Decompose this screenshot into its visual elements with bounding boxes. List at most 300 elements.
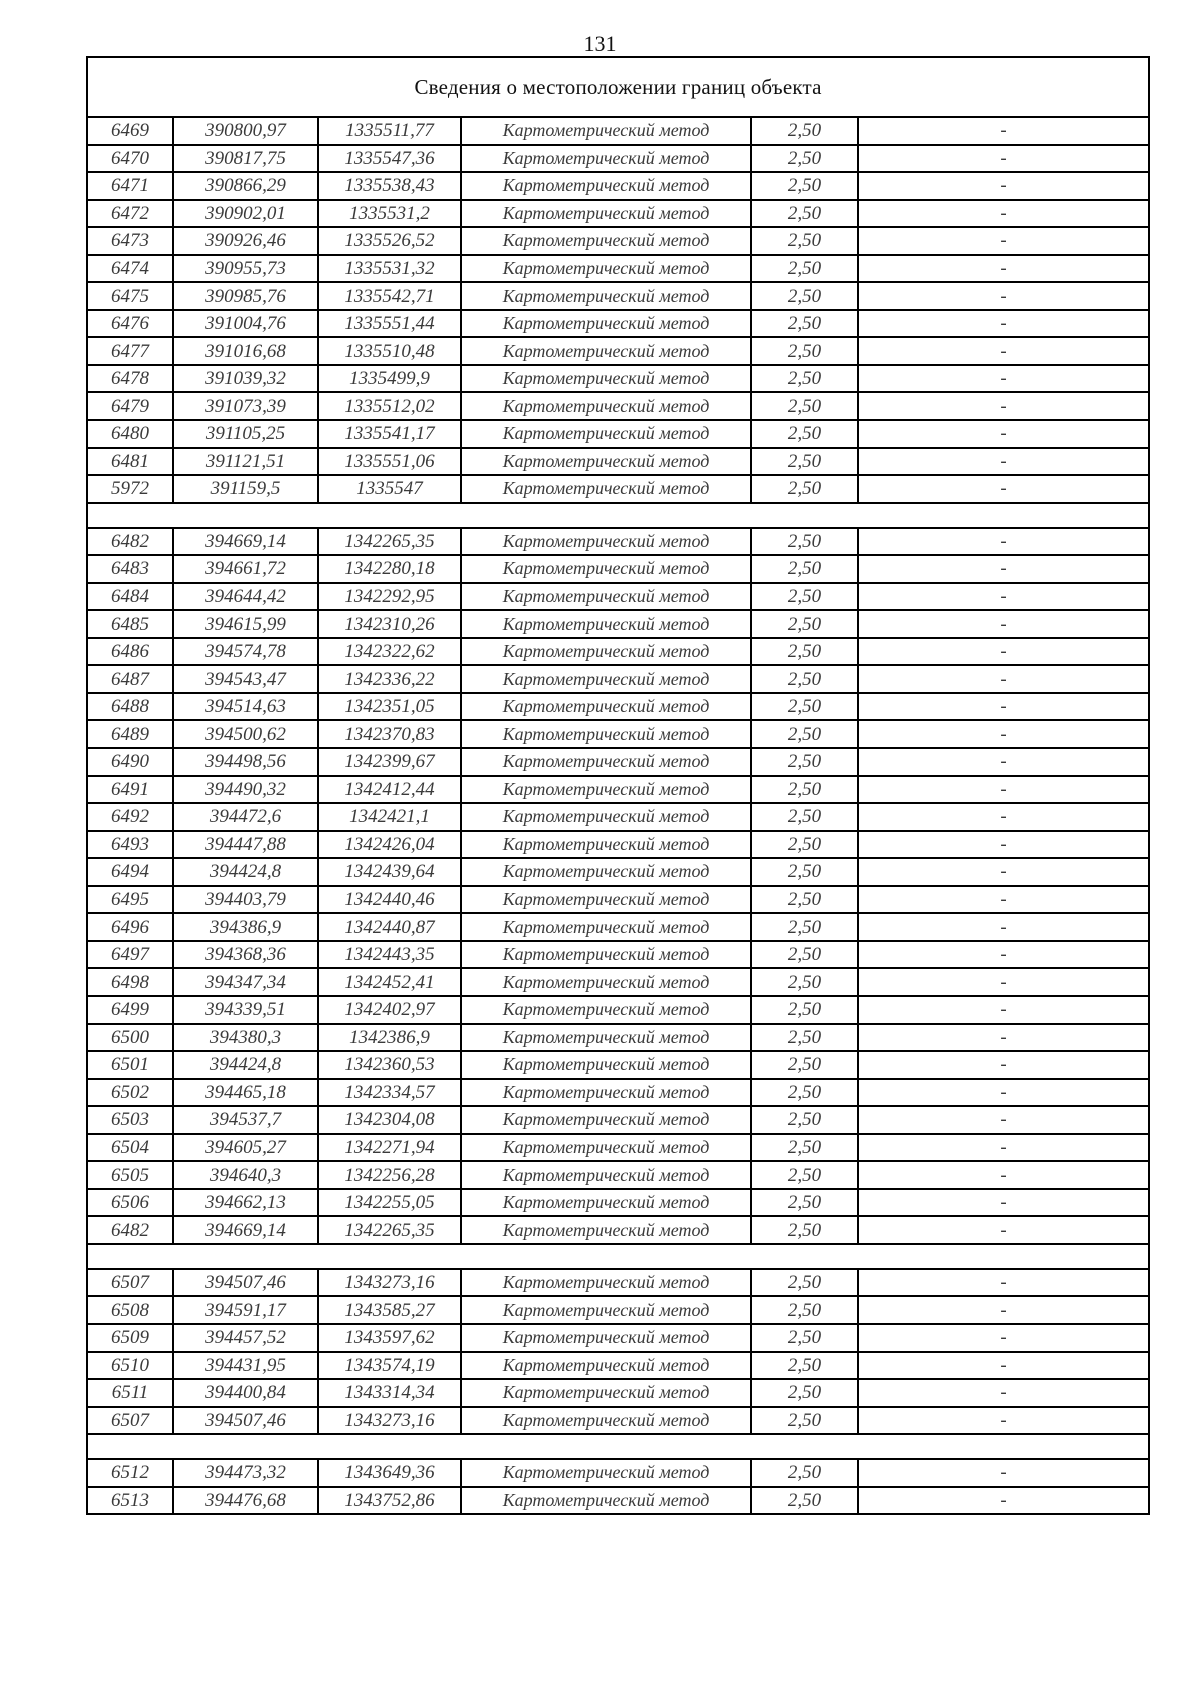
- description-cell: -: [858, 665, 1149, 693]
- method-cell: Картометрический метод: [461, 1324, 751, 1352]
- description-cell: -: [858, 720, 1149, 748]
- x-coordinate-cell: 394403,79: [173, 886, 318, 914]
- description-cell: -: [858, 913, 1149, 941]
- point-number-cell: 6508: [87, 1296, 173, 1324]
- point-number-cell: 6511: [87, 1379, 173, 1407]
- description-cell: -: [858, 638, 1149, 666]
- point-number-cell: 6506: [87, 1189, 173, 1217]
- table-row: [87, 1024, 1149, 1052]
- method-cell: Картометрический метод: [461, 941, 751, 969]
- table-row: [87, 1106, 1149, 1134]
- x-coordinate-cell: 390902,01: [173, 200, 318, 228]
- x-coordinate-cell: 394507,46: [173, 1269, 318, 1297]
- precision-cell: 2,50: [751, 1216, 858, 1244]
- table-row: [87, 1134, 1149, 1162]
- x-coordinate-cell: 394368,36: [173, 941, 318, 969]
- method-cell: Картометрический метод: [461, 1134, 751, 1162]
- method-cell: Картометрический метод: [461, 1079, 751, 1107]
- description-cell: -: [858, 1024, 1149, 1052]
- y-coordinate-cell: 1335499,9: [318, 365, 461, 393]
- point-number-cell: 6500: [87, 1024, 173, 1052]
- table-row: [87, 1407, 1149, 1435]
- description-cell: -: [858, 282, 1149, 310]
- description-cell: -: [858, 776, 1149, 804]
- x-coordinate-cell: 394386,9: [173, 913, 318, 941]
- table-row: [87, 310, 1149, 338]
- precision-cell: 2,50: [751, 803, 858, 831]
- table-row: [87, 693, 1149, 721]
- point-number-cell: 5972: [87, 475, 173, 503]
- description-cell: -: [858, 1134, 1149, 1162]
- precision-cell: 2,50: [751, 555, 858, 583]
- description-cell: -: [858, 1269, 1149, 1297]
- y-coordinate-cell: 1342292,95: [318, 583, 461, 611]
- y-coordinate-cell: 1342370,83: [318, 720, 461, 748]
- description-cell: -: [858, 200, 1149, 228]
- y-coordinate-cell: 1343585,27: [318, 1296, 461, 1324]
- table-title-row: [87, 57, 1149, 117]
- description-cell: -: [858, 420, 1149, 448]
- method-cell: Картометрический метод: [461, 968, 751, 996]
- table-row: [87, 200, 1149, 228]
- method-cell: Картометрический метод: [461, 1379, 751, 1407]
- description-cell: -: [858, 1296, 1149, 1324]
- y-coordinate-cell: 1335512,02: [318, 392, 461, 420]
- method-cell: Картометрический метод: [461, 282, 751, 310]
- y-coordinate-cell: 1343273,16: [318, 1269, 461, 1297]
- y-coordinate-cell: 1335511,77: [318, 117, 461, 145]
- point-number-cell: 6510: [87, 1352, 173, 1380]
- y-coordinate-cell: 1342402,97: [318, 996, 461, 1024]
- point-number-cell: 6495: [87, 886, 173, 914]
- point-number-cell: 6482: [87, 1216, 173, 1244]
- table-row: [87, 638, 1149, 666]
- y-coordinate-cell: 1343574,19: [318, 1352, 461, 1380]
- table-row: [87, 1079, 1149, 1107]
- table-row: [87, 941, 1149, 969]
- page-number: 131: [583, 31, 617, 56]
- precision-cell: 2,50: [751, 638, 858, 666]
- point-number-cell: 6476: [87, 310, 173, 338]
- y-coordinate-cell: 1342399,67: [318, 748, 461, 776]
- table-row: [87, 583, 1149, 611]
- precision-cell: 2,50: [751, 365, 858, 393]
- x-coordinate-cell: 394644,42: [173, 583, 318, 611]
- table-body: [87, 57, 1149, 1514]
- description-cell: -: [858, 555, 1149, 583]
- point-number-cell: 6504: [87, 1134, 173, 1162]
- y-coordinate-cell: 1335551,44: [318, 310, 461, 338]
- y-coordinate-cell: 1342360,53: [318, 1051, 461, 1079]
- precision-cell: 2,50: [751, 1024, 858, 1052]
- description-cell: -: [858, 1352, 1149, 1380]
- x-coordinate-cell: 394514,63: [173, 693, 318, 721]
- table-row: [87, 610, 1149, 638]
- point-number-cell: 6493: [87, 831, 173, 859]
- description-cell: -: [858, 1459, 1149, 1487]
- method-cell: Картометрический метод: [461, 448, 751, 476]
- point-number-cell: 6502: [87, 1079, 173, 1107]
- y-coordinate-cell: 1342439,64: [318, 858, 461, 886]
- precision-cell: 2,50: [751, 227, 858, 255]
- method-cell: Картометрический метод: [461, 1106, 751, 1134]
- table-row: [87, 1269, 1149, 1297]
- method-cell: Картометрический метод: [461, 200, 751, 228]
- x-coordinate-cell: 394380,3: [173, 1024, 318, 1052]
- method-cell: Картометрический метод: [461, 610, 751, 638]
- description-cell: -: [858, 1216, 1149, 1244]
- description-cell: -: [858, 310, 1149, 338]
- table-row: [87, 475, 1149, 503]
- description-cell: -: [858, 227, 1149, 255]
- table-row: [87, 528, 1149, 556]
- method-cell: Картометрический метод: [461, 528, 751, 556]
- description-cell: -: [858, 392, 1149, 420]
- table-row: [87, 145, 1149, 173]
- y-coordinate-cell: 1343273,16: [318, 1407, 461, 1435]
- method-cell: Картометрический метод: [461, 996, 751, 1024]
- point-number-cell: 6490: [87, 748, 173, 776]
- x-coordinate-cell: 394500,62: [173, 720, 318, 748]
- x-coordinate-cell: 394400,84: [173, 1379, 318, 1407]
- y-coordinate-cell: 1335510,48: [318, 337, 461, 365]
- x-coordinate-cell: 390955,73: [173, 255, 318, 283]
- precision-cell: 2,50: [751, 145, 858, 173]
- x-coordinate-cell: 394507,46: [173, 1407, 318, 1435]
- x-coordinate-cell: 394662,13: [173, 1189, 318, 1217]
- table-row: [87, 392, 1149, 420]
- table-row: [87, 1324, 1149, 1352]
- description-cell: -: [858, 996, 1149, 1024]
- table-row: [87, 1189, 1149, 1217]
- method-cell: Картометрический метод: [461, 1296, 751, 1324]
- description-cell: -: [858, 145, 1149, 173]
- method-cell: Картометрический метод: [461, 1459, 751, 1487]
- point-number-cell: 6473: [87, 227, 173, 255]
- precision-cell: 2,50: [751, 1459, 858, 1487]
- y-coordinate-cell: 1342265,35: [318, 528, 461, 556]
- precision-cell: 2,50: [751, 968, 858, 996]
- method-cell: Картометрический метод: [461, 1487, 751, 1515]
- precision-cell: 2,50: [751, 1106, 858, 1134]
- x-coordinate-cell: 391159,5: [173, 475, 318, 503]
- table-row: [87, 1487, 1149, 1515]
- y-coordinate-cell: 1335531,2: [318, 200, 461, 228]
- y-coordinate-cell: 1342322,62: [318, 638, 461, 666]
- table-row: [87, 555, 1149, 583]
- precision-cell: 2,50: [751, 941, 858, 969]
- point-number-cell: 6487: [87, 665, 173, 693]
- precision-cell: 2,50: [751, 200, 858, 228]
- method-cell: Картометрический метод: [461, 310, 751, 338]
- precision-cell: 2,50: [751, 310, 858, 338]
- method-cell: Картометрический метод: [461, 1024, 751, 1052]
- x-coordinate-cell: 394347,34: [173, 968, 318, 996]
- y-coordinate-cell: 1343597,62: [318, 1324, 461, 1352]
- x-coordinate-cell: 394424,8: [173, 858, 318, 886]
- x-coordinate-cell: 394537,7: [173, 1106, 318, 1134]
- table-row: [87, 996, 1149, 1024]
- y-coordinate-cell: 1335531,32: [318, 255, 461, 283]
- precision-cell: 2,50: [751, 583, 858, 611]
- description-cell: -: [858, 968, 1149, 996]
- precision-cell: 2,50: [751, 117, 858, 145]
- x-coordinate-cell: 394605,27: [173, 1134, 318, 1162]
- precision-cell: 2,50: [751, 1379, 858, 1407]
- precision-cell: 2,50: [751, 475, 858, 503]
- method-cell: Картометрический метод: [461, 1189, 751, 1217]
- table-row: [87, 968, 1149, 996]
- method-cell: Картометрический метод: [461, 886, 751, 914]
- table-row: [87, 365, 1149, 393]
- precision-cell: 2,50: [751, 448, 858, 476]
- precision-cell: 2,50: [751, 172, 858, 200]
- precision-cell: 2,50: [751, 1079, 858, 1107]
- precision-cell: 2,50: [751, 528, 858, 556]
- table-row: [87, 337, 1149, 365]
- precision-cell: 2,50: [751, 1407, 858, 1435]
- table-row: [87, 1051, 1149, 1079]
- table-row: [87, 227, 1149, 255]
- x-coordinate-cell: 394669,14: [173, 1216, 318, 1244]
- point-number-cell: 6482: [87, 528, 173, 556]
- precision-cell: 2,50: [751, 420, 858, 448]
- y-coordinate-cell: 1343649,36: [318, 1459, 461, 1487]
- x-coordinate-cell: 390926,46: [173, 227, 318, 255]
- point-number-cell: 6494: [87, 858, 173, 886]
- method-cell: Картометрический метод: [461, 1352, 751, 1380]
- table-row: [87, 117, 1149, 145]
- x-coordinate-cell: 394574,78: [173, 638, 318, 666]
- point-number-cell: 6471: [87, 172, 173, 200]
- method-cell: Картометрический метод: [461, 365, 751, 393]
- precision-cell: 2,50: [751, 1269, 858, 1297]
- y-coordinate-cell: 1342310,26: [318, 610, 461, 638]
- description-cell: -: [858, 528, 1149, 556]
- description-cell: -: [858, 448, 1149, 476]
- table-row: [87, 1216, 1149, 1244]
- method-cell: Картометрический метод: [461, 117, 751, 145]
- description-cell: -: [858, 365, 1149, 393]
- table-row: [87, 1459, 1149, 1487]
- method-cell: Картометрический метод: [461, 1407, 751, 1435]
- description-cell: -: [858, 1161, 1149, 1189]
- method-cell: Картометрический метод: [461, 1269, 751, 1297]
- y-coordinate-cell: 1342412,44: [318, 776, 461, 804]
- precision-cell: 2,50: [751, 392, 858, 420]
- table-row: [87, 886, 1149, 914]
- precision-cell: 2,50: [751, 282, 858, 310]
- y-coordinate-cell: 1335547: [318, 475, 461, 503]
- precision-cell: 2,50: [751, 1487, 858, 1515]
- point-number-cell: 6505: [87, 1161, 173, 1189]
- y-coordinate-cell: 1343752,86: [318, 1487, 461, 1515]
- x-coordinate-cell: 391073,39: [173, 392, 318, 420]
- precision-cell: 2,50: [751, 913, 858, 941]
- description-cell: -: [858, 693, 1149, 721]
- description-cell: -: [858, 1407, 1149, 1435]
- precision-cell: 2,50: [751, 1352, 858, 1380]
- y-coordinate-cell: 1335538,43: [318, 172, 461, 200]
- boundary-coordinates-table: [86, 56, 1150, 1515]
- point-number-cell: 6480: [87, 420, 173, 448]
- point-number-cell: 6481: [87, 448, 173, 476]
- precision-cell: 2,50: [751, 720, 858, 748]
- point-number-cell: 6503: [87, 1106, 173, 1134]
- group-separator-row: [87, 1434, 1149, 1459]
- x-coordinate-cell: 394498,56: [173, 748, 318, 776]
- y-coordinate-cell: 1342443,35: [318, 941, 461, 969]
- x-coordinate-cell: 394669,14: [173, 528, 318, 556]
- x-coordinate-cell: 394640,3: [173, 1161, 318, 1189]
- method-cell: Картометрический метод: [461, 337, 751, 365]
- precision-cell: 2,50: [751, 255, 858, 283]
- y-coordinate-cell: 1343314,34: [318, 1379, 461, 1407]
- precision-cell: 2,50: [751, 337, 858, 365]
- method-cell: Картометрический метод: [461, 638, 751, 666]
- x-coordinate-cell: 394543,47: [173, 665, 318, 693]
- x-coordinate-cell: 394476,68: [173, 1487, 318, 1515]
- precision-cell: 2,50: [751, 1189, 858, 1217]
- x-coordinate-cell: 394465,18: [173, 1079, 318, 1107]
- group-separator-cell: [87, 1244, 1149, 1269]
- description-cell: -: [858, 941, 1149, 969]
- description-cell: -: [858, 1487, 1149, 1515]
- description-cell: -: [858, 610, 1149, 638]
- precision-cell: 2,50: [751, 858, 858, 886]
- table-row: [87, 913, 1149, 941]
- x-coordinate-cell: 390985,76: [173, 282, 318, 310]
- x-coordinate-cell: 394615,99: [173, 610, 318, 638]
- method-cell: Картометрический метод: [461, 392, 751, 420]
- x-coordinate-cell: 391039,32: [173, 365, 318, 393]
- y-coordinate-cell: 1342440,46: [318, 886, 461, 914]
- point-number-cell: 6478: [87, 365, 173, 393]
- point-number-cell: 6474: [87, 255, 173, 283]
- description-cell: -: [858, 831, 1149, 859]
- y-coordinate-cell: 1335551,06: [318, 448, 461, 476]
- precision-cell: 2,50: [751, 776, 858, 804]
- point-number-cell: 6479: [87, 392, 173, 420]
- method-cell: Картометрический метод: [461, 475, 751, 503]
- method-cell: Картометрический метод: [461, 720, 751, 748]
- x-coordinate-cell: 394661,72: [173, 555, 318, 583]
- table-row: [87, 1161, 1149, 1189]
- description-cell: -: [858, 337, 1149, 365]
- x-coordinate-cell: 394447,88: [173, 831, 318, 859]
- table-row: [87, 282, 1149, 310]
- method-cell: Картометрический метод: [461, 172, 751, 200]
- description-cell: -: [858, 803, 1149, 831]
- x-coordinate-cell: 394490,32: [173, 776, 318, 804]
- x-coordinate-cell: 390866,29: [173, 172, 318, 200]
- description-cell: -: [858, 1051, 1149, 1079]
- point-number-cell: 6501: [87, 1051, 173, 1079]
- method-cell: Картометрический метод: [461, 145, 751, 173]
- method-cell: Картометрический метод: [461, 831, 751, 859]
- x-coordinate-cell: 391105,25: [173, 420, 318, 448]
- description-cell: -: [858, 1324, 1149, 1352]
- table-title: Сведения о местоположении границ объекта: [87, 57, 1149, 117]
- x-coordinate-cell: 390817,75: [173, 145, 318, 173]
- precision-cell: 2,50: [751, 996, 858, 1024]
- point-number-cell: 6486: [87, 638, 173, 666]
- x-coordinate-cell: 394431,95: [173, 1352, 318, 1380]
- y-coordinate-cell: 1342386,9: [318, 1024, 461, 1052]
- group-separator-cell: [87, 503, 1149, 528]
- description-cell: -: [858, 1106, 1149, 1134]
- group-separator-row: [87, 1244, 1149, 1269]
- y-coordinate-cell: 1342271,94: [318, 1134, 461, 1162]
- point-number-cell: 6496: [87, 913, 173, 941]
- table-row: [87, 803, 1149, 831]
- x-coordinate-cell: 391016,68: [173, 337, 318, 365]
- table-row: [87, 1379, 1149, 1407]
- precision-cell: 2,50: [751, 1134, 858, 1162]
- method-cell: Картометрический метод: [461, 803, 751, 831]
- precision-cell: 2,50: [751, 610, 858, 638]
- method-cell: Картометрический метод: [461, 748, 751, 776]
- method-cell: Картометрический метод: [461, 858, 751, 886]
- point-number-cell: 6483: [87, 555, 173, 583]
- point-number-cell: 6512: [87, 1459, 173, 1487]
- point-number-cell: 6513: [87, 1487, 173, 1515]
- point-number-cell: 6509: [87, 1324, 173, 1352]
- precision-cell: 2,50: [751, 1324, 858, 1352]
- y-coordinate-cell: 1335542,71: [318, 282, 461, 310]
- method-cell: Картометрический метод: [461, 1216, 751, 1244]
- group-separator-row: [87, 503, 1149, 528]
- y-coordinate-cell: 1342304,08: [318, 1106, 461, 1134]
- precision-cell: 2,50: [751, 1051, 858, 1079]
- x-coordinate-cell: 394472,6: [173, 803, 318, 831]
- y-coordinate-cell: 1335526,52: [318, 227, 461, 255]
- y-coordinate-cell: 1342256,28: [318, 1161, 461, 1189]
- table-row: [87, 776, 1149, 804]
- table-row: [87, 420, 1149, 448]
- point-number-cell: 6507: [87, 1269, 173, 1297]
- precision-cell: 2,50: [751, 886, 858, 914]
- x-coordinate-cell: 394591,17: [173, 1296, 318, 1324]
- description-cell: -: [858, 886, 1149, 914]
- description-cell: -: [858, 172, 1149, 200]
- y-coordinate-cell: 1342426,04: [318, 831, 461, 859]
- point-number-cell: 6488: [87, 693, 173, 721]
- precision-cell: 2,50: [751, 693, 858, 721]
- description-cell: -: [858, 475, 1149, 503]
- precision-cell: 2,50: [751, 1161, 858, 1189]
- table-row: [87, 255, 1149, 283]
- description-cell: -: [858, 748, 1149, 776]
- table-row: [87, 665, 1149, 693]
- point-number-cell: 6497: [87, 941, 173, 969]
- precision-cell: 2,50: [751, 665, 858, 693]
- y-coordinate-cell: 1342336,22: [318, 665, 461, 693]
- group-separator-cell: [87, 1434, 1149, 1459]
- description-cell: -: [858, 583, 1149, 611]
- y-coordinate-cell: 1342440,87: [318, 913, 461, 941]
- table-row: [87, 748, 1149, 776]
- table-row: [87, 448, 1149, 476]
- method-cell: Картометрический метод: [461, 227, 751, 255]
- y-coordinate-cell: 1342452,41: [318, 968, 461, 996]
- method-cell: Картометрический метод: [461, 665, 751, 693]
- point-number-cell: 6470: [87, 145, 173, 173]
- x-coordinate-cell: 394424,8: [173, 1051, 318, 1079]
- precision-cell: 2,50: [751, 831, 858, 859]
- point-number-cell: 6475: [87, 282, 173, 310]
- precision-cell: 2,50: [751, 1296, 858, 1324]
